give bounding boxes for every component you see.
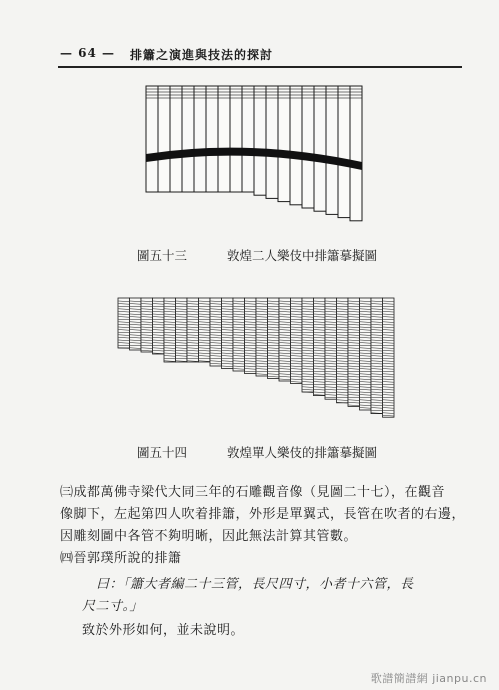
- pipe-tube: [256, 298, 268, 376]
- figure-53-label: 圖五十三: [137, 248, 188, 263]
- paragraph-line: 致於外形如何，並未說明。: [82, 623, 245, 638]
- pipe-tube: [170, 86, 182, 192]
- pipe-tube: [158, 86, 170, 192]
- paixiao-figure-53: [140, 80, 366, 228]
- pipe-tube: [350, 86, 362, 221]
- pipe-tube: [242, 86, 254, 192]
- figure-54-title: 敦煌單人樂伎的排簫摹擬圖: [227, 445, 378, 460]
- pipe-tube: [206, 86, 218, 192]
- figure-54-caption: [137, 443, 377, 461]
- page-header: [60, 44, 460, 64]
- pipe-tube: [266, 86, 278, 198]
- pipe-tube: [290, 86, 302, 205]
- pipe-tube: [130, 298, 142, 350]
- figure-53-caption: [137, 246, 377, 264]
- running-title: 排簫之演進與技法的探討: [130, 48, 274, 62]
- pipe-tube: [314, 86, 326, 211]
- paragraph-line: 因雕刻圖中各管不夠明晰，因此無法計算其管數。: [60, 529, 358, 544]
- pipe-tube: [360, 298, 372, 410]
- pipe-tube: [314, 298, 326, 396]
- pipe-tube: [146, 86, 158, 192]
- pipe-tube: [222, 298, 234, 369]
- pipe-tube: [326, 86, 338, 214]
- paixiao-figure-54: [114, 292, 404, 428]
- pipe-tube: [254, 86, 266, 195]
- pipe-tube: [278, 86, 290, 202]
- paragraph-line: 像脚下，左起第四人吹着排簫，外形是單翼式，長管在吹者的右邊，: [60, 507, 466, 522]
- pipe-tube: [338, 86, 350, 218]
- pipe-tube: [218, 86, 230, 192]
- quote-line: 尺二寸。」: [82, 599, 144, 614]
- header-rule: [58, 66, 462, 68]
- figure-54-label: 圖五十四: [137, 445, 188, 460]
- quote-line: 曰：「簫大者編二十三管，長尺四寸，小者十六管，長: [96, 577, 414, 592]
- watermark: 歌譜簡譜網 jianpu.cn: [370, 672, 487, 685]
- pipe-tube: [230, 86, 242, 192]
- pipe-tube: [182, 86, 194, 192]
- paragraph-line: ㈢成都萬佛寺梁代大同三年的石雕觀音像（見圖二十七），在觀音: [60, 485, 446, 500]
- figure-53-title: 敦煌二人樂伎中排簫摹擬圖: [227, 248, 378, 263]
- page-number: — 64 —: [60, 46, 116, 60]
- pipe-tube: [383, 298, 395, 417]
- pipe-tube: [194, 86, 206, 192]
- pipe-tube: [302, 86, 314, 208]
- section-heading: ㈣晉郭璞所說的排簫: [60, 551, 182, 566]
